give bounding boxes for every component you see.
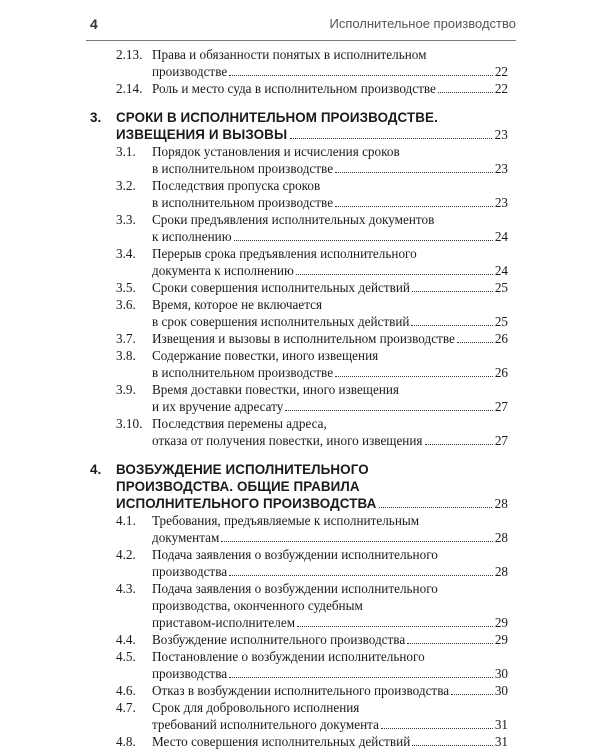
toc-entry-line xyxy=(0,364,600,381)
toc-entry-line xyxy=(0,143,600,160)
chapter-title-line xyxy=(0,495,600,512)
dot-leader xyxy=(412,279,493,292)
toc-entry-text: Последствия перемены адреса, xyxy=(152,416,327,431)
toc-entry-text: к исполнению xyxy=(152,229,232,244)
toc-entry-text: Перерыв срока предъявления исполнительного xyxy=(152,246,417,261)
toc-entry-text: производства xyxy=(152,564,228,579)
toc-entry xyxy=(0,177,600,211)
dot-leader xyxy=(221,529,492,542)
dot-leader xyxy=(457,330,493,343)
toc-page-number: 25 xyxy=(494,280,508,295)
table-of-contents xyxy=(0,46,600,750)
dot-leader xyxy=(381,716,493,729)
toc-entry-number: 3.6. xyxy=(116,297,136,312)
toc-entry-number: 3.2. xyxy=(116,178,136,193)
toc-entry-final-line xyxy=(152,279,508,296)
toc-entry-final-line xyxy=(152,63,508,80)
toc-entry-text: Роль и место суда в исполнительном производстве xyxy=(152,81,436,96)
toc-entry-number: 3.1. xyxy=(116,144,136,159)
dot-leader xyxy=(425,432,493,445)
dot-leader xyxy=(335,194,493,207)
toc-page-number: 22 xyxy=(494,81,508,96)
dot-leader xyxy=(335,364,493,377)
toc-page-number: 23 xyxy=(494,195,508,210)
toc-page-number: 28 xyxy=(494,496,508,511)
toc-entry-number: 3.7. xyxy=(116,331,136,346)
chapter-title-line xyxy=(0,461,600,478)
toc-entry-final-line xyxy=(152,529,508,546)
toc-entry xyxy=(0,381,600,415)
toc-page-number: 29 xyxy=(494,632,508,647)
toc-entry-number: 4.6. xyxy=(116,683,136,698)
toc-entry-text: Права и обязанности понятых в исполнительном xyxy=(152,47,427,62)
toc-entry-final-line xyxy=(152,364,508,381)
toc-entry-number: 4.8. xyxy=(116,734,136,749)
toc-entry-number: 3.4. xyxy=(116,246,136,261)
toc-page-number: 28 xyxy=(494,530,508,545)
dot-leader xyxy=(234,228,493,241)
toc-entry xyxy=(0,415,600,449)
toc-entry-line xyxy=(0,733,600,750)
toc-entry xyxy=(0,699,600,733)
toc-entry xyxy=(0,330,600,347)
toc-page-number: 25 xyxy=(494,314,508,329)
toc-entry-text: Сроки совершения исполнительных действий xyxy=(152,280,410,295)
chapter-title: ПРОИЗВОДСТВА. ОБЩИЕ ПРАВИЛА xyxy=(116,479,360,494)
toc-entry-line xyxy=(0,512,600,529)
chapter-number: 3. xyxy=(90,110,102,125)
toc-entry-final-line xyxy=(152,194,508,211)
toc-entry-line xyxy=(0,80,600,97)
toc-entry-final-line xyxy=(152,160,508,177)
toc-entry xyxy=(0,682,600,699)
toc-entry xyxy=(0,631,600,648)
toc-entry-number: 4.5. xyxy=(116,649,136,664)
toc-page-number: 26 xyxy=(494,331,508,346)
toc-page-number: 28 xyxy=(494,564,508,579)
toc-chapter xyxy=(0,461,600,512)
chapter-title: СРОКИ В ИСПОЛНИТЕЛЬНОМ ПРОИЗВОДСТВЕ. xyxy=(116,110,438,125)
dot-leader xyxy=(229,63,493,76)
chapter-title: ИЗВЕЩЕНИЯ И ВЫЗОВЫ xyxy=(116,127,288,142)
toc-entry-line xyxy=(0,648,600,665)
dot-leader xyxy=(285,398,492,411)
toc-entry-text: Время, которое не включается xyxy=(152,297,323,312)
toc-page-number: 24 xyxy=(494,229,508,244)
toc-entry-final-line xyxy=(152,665,508,682)
toc-entry-line xyxy=(0,614,600,631)
toc-entry-text: в исполнительном производстве xyxy=(152,195,334,210)
toc-entry-final-line xyxy=(152,313,508,330)
toc-entry-text: документа к исполнению xyxy=(152,263,294,278)
header-rule xyxy=(86,40,516,41)
toc-page-number: 31 xyxy=(494,734,508,749)
toc-chapter xyxy=(0,109,600,143)
toc-entry-text: производства xyxy=(152,666,228,681)
toc-entry-number: 3.3. xyxy=(116,212,136,227)
toc-entry xyxy=(0,279,600,296)
toc-entry-text: Подача заявления о возбуждении исполнительного xyxy=(152,581,438,596)
toc-entry-line xyxy=(0,398,600,415)
dot-leader xyxy=(297,614,493,627)
toc-page-number: 30 xyxy=(494,683,508,698)
chapter-title-line xyxy=(0,109,600,126)
toc-entry-line xyxy=(0,330,600,347)
toc-entry-line xyxy=(0,177,600,194)
toc-entry-final-line xyxy=(152,563,508,580)
toc-entry-text: Сроки предъявления исполнительных документов xyxy=(152,212,435,227)
dot-leader xyxy=(407,631,493,644)
toc-page-number: 23 xyxy=(494,161,508,176)
toc-entry-text: отказа от получения повестки, иного извещения xyxy=(152,433,423,448)
toc-entry-text: в исполнительном производстве xyxy=(152,161,334,176)
dot-leader xyxy=(379,495,491,508)
toc-entry-text: документам xyxy=(152,530,220,545)
toc-entry-line xyxy=(0,529,600,546)
toc-entry-line xyxy=(0,194,600,211)
toc-entry-line xyxy=(0,262,600,279)
toc-entry-line xyxy=(0,546,600,563)
toc-entry-text: Срок для добровольного исполнения xyxy=(152,700,360,715)
toc-entry-text: Порядок установления и исчисления сроков xyxy=(152,144,400,159)
toc-entry-final-line xyxy=(152,80,508,97)
running-title: Исполнительное производство xyxy=(329,16,516,31)
toc-entry-line xyxy=(0,228,600,245)
toc-entry-line xyxy=(0,597,600,614)
toc-entry-number: 2.14. xyxy=(116,81,143,96)
page-number: 4 xyxy=(90,16,98,32)
toc-entry-final-line xyxy=(152,432,508,449)
toc-entry-text: производства, оконченного судебным xyxy=(152,598,363,613)
toc-entry-number: 2.13. xyxy=(116,47,143,62)
toc-page-number: 22 xyxy=(494,64,508,79)
toc-entry-line xyxy=(0,580,600,597)
toc-entry-text: Отказ в возбуждении исполнительного производства xyxy=(152,683,450,698)
toc-entry xyxy=(0,245,600,279)
toc-entry-text: Время доставки повестки, иного извещения xyxy=(152,382,399,397)
toc-entry-line xyxy=(0,313,600,330)
toc-entry-final-line xyxy=(152,330,508,347)
toc-entry-line xyxy=(0,631,600,648)
toc-entry xyxy=(0,80,600,97)
toc-entry-number: 3.5. xyxy=(116,280,136,295)
toc-entry-line xyxy=(0,432,600,449)
dot-leader xyxy=(290,126,491,139)
toc-page-number: 23 xyxy=(494,127,508,142)
toc-page-number: 24 xyxy=(494,263,508,278)
toc-entry-line xyxy=(0,347,600,364)
toc-page-number: 31 xyxy=(494,717,508,732)
chapter-title: ИСПОЛНИТЕЛЬНОГО ПРОИЗВОДСТВА xyxy=(116,496,377,511)
toc-entry xyxy=(0,512,600,546)
toc-entry xyxy=(0,46,600,80)
toc-entry-final-line xyxy=(152,631,508,648)
chapter-final-line xyxy=(116,495,508,512)
dot-leader xyxy=(229,665,493,678)
chapter-title-line xyxy=(0,478,600,495)
toc-entry-text: Возбуждение исполнительного производства xyxy=(152,632,406,647)
toc-entry-text: в исполнительном производстве xyxy=(152,365,334,380)
toc-entry xyxy=(0,546,600,580)
toc-entry-line xyxy=(0,211,600,228)
toc-entry-number: 4.2. xyxy=(116,547,136,562)
toc-entry xyxy=(0,648,600,682)
toc-entry-final-line xyxy=(152,682,508,699)
chapter-number: 4. xyxy=(90,462,102,477)
toc-entry-text: приставом-исполнителем xyxy=(152,615,296,630)
toc-page-number: 29 xyxy=(494,615,508,630)
toc-entry-final-line xyxy=(152,716,508,733)
toc-entry-text: Место совершения исполнительных действий xyxy=(152,734,411,749)
toc-entry xyxy=(0,211,600,245)
toc-entry-text: Содержание повестки, иного извещения xyxy=(152,348,379,363)
toc-entry-line xyxy=(0,160,600,177)
toc-entry-text: Извещения и вызовы в исполнительном производстве xyxy=(152,331,455,346)
toc-entry-line xyxy=(0,563,600,580)
dot-leader xyxy=(335,160,493,173)
toc-entry-line xyxy=(0,279,600,296)
toc-entry-final-line xyxy=(152,614,508,631)
toc-entry-text: Подача заявления о возбуждении исполнительного xyxy=(152,547,438,562)
toc-entry-number: 4.4. xyxy=(116,632,136,647)
chapter-final-line xyxy=(116,126,508,143)
toc-entry-line xyxy=(0,296,600,313)
toc-entry-text: Постановление о возбуждении исполнительного xyxy=(152,649,425,664)
toc-entry-final-line xyxy=(152,262,508,279)
toc-page-number: 30 xyxy=(494,666,508,681)
dot-leader xyxy=(229,563,493,576)
toc-entry-text: Последствия пропуска сроков xyxy=(152,178,321,193)
toc-entry-final-line xyxy=(152,398,508,415)
toc-page-number: 27 xyxy=(494,433,508,448)
toc-entry-line xyxy=(0,46,600,63)
toc-entry-line xyxy=(0,716,600,733)
dot-leader xyxy=(438,80,493,93)
chapter-title-line xyxy=(0,126,600,143)
dot-leader xyxy=(412,733,493,746)
toc-entry-number: 3.9. xyxy=(116,382,136,397)
toc-entry xyxy=(0,580,600,631)
toc-entry-final-line xyxy=(152,733,508,750)
toc-entry-text: в срок совершения исполнительных действий xyxy=(152,314,410,329)
toc-page-number: 27 xyxy=(494,399,508,414)
toc-entry-number: 3.8. xyxy=(116,348,136,363)
toc-entry-number: 3.10. xyxy=(116,416,143,431)
toc-entry-line xyxy=(0,63,600,80)
running-header xyxy=(0,16,600,38)
toc-entry-line xyxy=(0,682,600,699)
toc-entry xyxy=(0,143,600,177)
toc-entry-number: 4.7. xyxy=(116,700,136,715)
toc-entry-number: 4.3. xyxy=(116,581,136,596)
toc-entry-line xyxy=(0,699,600,716)
toc-entry xyxy=(0,733,600,750)
toc-entry-text: производстве xyxy=(152,64,228,79)
chapter-title: ВОЗБУЖДЕНИЕ ИСПОЛНИТЕЛЬНОГО xyxy=(116,462,369,477)
dot-leader xyxy=(451,682,493,695)
toc-entry-final-line xyxy=(152,228,508,245)
toc-entry-text: и их вручение адресату xyxy=(152,399,284,414)
toc-entry xyxy=(0,296,600,330)
toc-entry-line xyxy=(0,381,600,398)
toc-entry-text: требований исполнительного документа xyxy=(152,717,379,732)
toc-entry-line xyxy=(0,245,600,262)
toc-page-number: 26 xyxy=(494,365,508,380)
toc-entry-line xyxy=(0,415,600,432)
toc-entry-line xyxy=(0,665,600,682)
toc-entry-number: 4.1. xyxy=(116,513,136,528)
toc-entry-text: Требования, предъявляемые к исполнительным xyxy=(152,513,420,528)
toc-entry xyxy=(0,347,600,381)
dot-leader xyxy=(411,313,492,326)
dot-leader xyxy=(296,262,493,275)
